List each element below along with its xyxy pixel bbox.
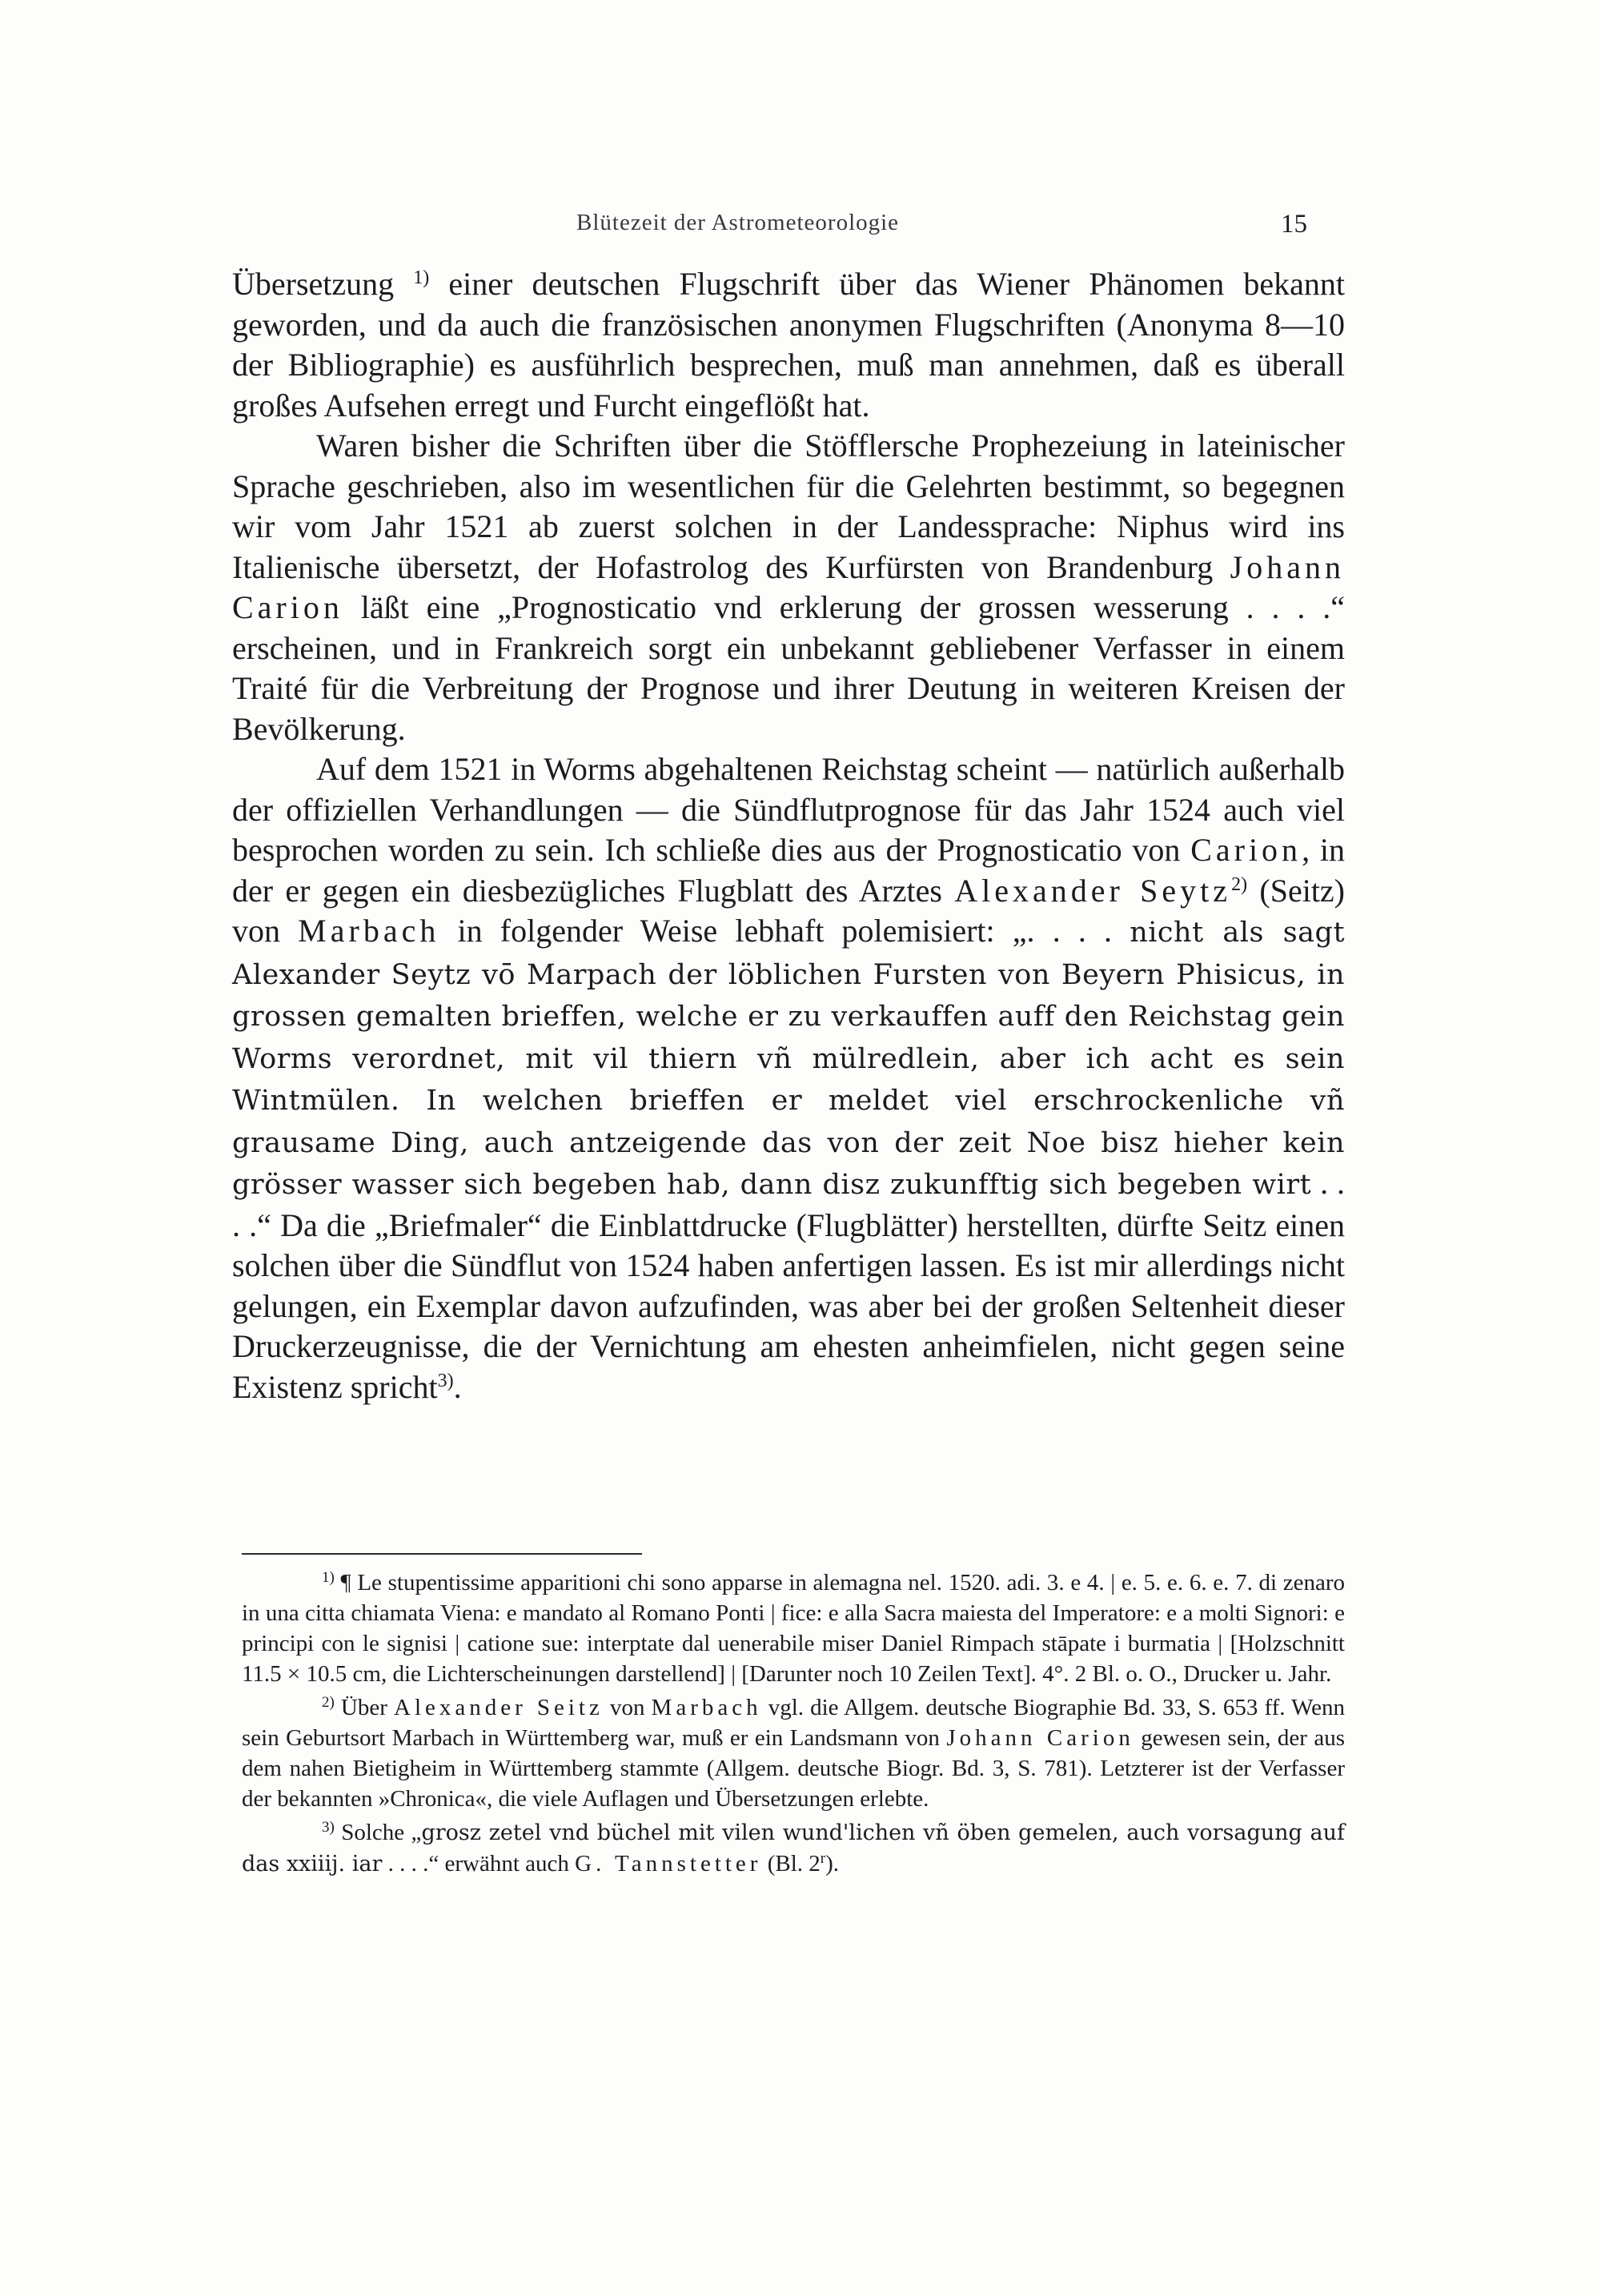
main-text <box>232 264 1345 1407</box>
page-number: 15 <box>1281 210 1307 239</box>
footnote-ref-3: 3) <box>437 1370 454 1391</box>
person-name: Johann Carion <box>232 548 1345 625</box>
running-title: Blütezeit der Astrometeorologie <box>576 210 900 235</box>
person-name: Alexander Seytz <box>954 872 1232 909</box>
paragraph-3: Auf dem 1521 in Worms abgehaltenen Reichstag scheint — natürlich außerhalb der offiziellen Verhandlungen — die Sündflutprognose für das Jahr 1524 auch viel besprochen worden zu sein. Ich schließe dies aus der Prognosticatio von Carion, in der er gegen ein diesbezügliches Flugblatt des Arztes Alexander Seytz$^{2)}$ (Seitz) von Marbach in folgender Weise lebhaft polemisiert: „. . . . nicht als sagt Alexander Seytz vō Marpach der löblichen Fursten von Beyern Phisicus, in grossen gemalten brieffen, welche er zu verkauffen auff den Reichstag gein Worms verordnet, mit vil thiern vñ mülredlein, aber ich acht es sein Wintmülen. In welchen brieffen er meldet viel erschrockenliche vñ grausame Ding, auch antzeigende das von der zeit Noe bisz hieher kein grösser wasser sich begeben hab, dann disz zukunfftig sich begeben wirt . . . .“ Da die „Briefmaler“ die Einblattdrucke (Flugblätter) herstellten, dürfte Seitz einen solchen über die Sündflut von 1524 haben anfertigen lassen. Es ist mir allerdings nicht gelungen, ein Exemplar davon aufzufinden, was aber bei der großen Seltenheit dieser Druckerzeugnisse, die der Vernichtung am ehesten anheimfielen, nicht gegen seine Existenz spricht$^{3)}$. <box>232 751 1346 1405</box>
footnotes <box>242 1567 1345 1883</box>
footnote-rule <box>242 1553 642 1555</box>
footnote-ref-1: 1) <box>413 267 430 288</box>
footnote-1: $^{1)}$ ¶ Le stupentissime apparitioni chi sono apparse in alemagna nel. 1520. adi. 3. e 4. | e. 5. e. 6. e. 7. di zenaro in una citta chiamata Viena: e mandato al Romano Ponti | fice: e alla Sacra maiesta del Imperatore: e a molti Signori: e principi con le signisi | catione sue: interptate dal uenerabile miser Daniel Rimpach stāpate i burmatia | [Holzschnitt 11.5 × 10.5 cm, die Lichterscheinungen darstellend] | [Darunter noch 10 Zeilen Text]. 4°. 2 Bl. o. O., Drucker u. Jahr. <box>242 1569 1346 1687</box>
person-name: Carion <box>1190 832 1302 868</box>
running-head <box>0 210 1601 242</box>
footnote-3: $^{3)}$ Solche „grosz zetel vnd büchel mit vilen wund'lichen vñ öben gemelen, auch vorsagung auf das xxiiij. iar . . . .“ erwähnt auch G. Tannstetter (Bl. 2$^r$). <box>242 1819 1345 1877</box>
paragraph-1: Übersetzung $^{1)}$ einer deutschen Flugschrift über das Wiener Phänomen bekannt geworden, und da auch die französischen anonymen Flugschriften (Anonyma 8—10 der Bibliographie) es ausführlich besprechen, muß man annehmen, daß es überall großes Aufsehen erregt und Furcht eingeflößt hat. <box>232 266 1345 423</box>
footnote-ref-2: 2) <box>1231 873 1248 895</box>
fraktur-quote: grosz zetel vnd büchel mit vilen wund'lichen vñ öben gemelen, auch vorsagung auf das xxiiij. iar <box>242 1820 1345 1877</box>
fraktur-quote: nicht als sagt Alexander Seytz vō Marpach der löblichen Fursten von Beyern Phisicus, in grossen gemalten brieffen, welche er zu verkauffen auff den Reichstag gein Worms verordnet, mit vil thiern vñ mülredlein, aber ich acht es sein Wintmülen. In welchen brieffen er meldet viel erschrockenliche vñ grausame Ding, auch antzeigende das von der zeit Noe bisz hieher kein grösser wasser sich begeben hab, dann disz zukunfftig sich begeben wirt <box>232 917 1346 1201</box>
place-name: Marbach <box>651 1695 762 1720</box>
person-name: Johann Carion <box>946 1725 1134 1751</box>
person-name: G. Tannstetter <box>575 1851 762 1877</box>
place-name: Marbach <box>298 913 440 949</box>
paragraph-2: Waren bisher die Schriften über die Stöfflersche Prophezeiung in lateinischer Sprache geschrieben, also im wesentlichen für die Gelehrten bestimmt, so begegnen wir vom Jahr 1521 ab zuerst solchen in der Landessprache: Niphus wird ins Italienische übersetzt, der Hofastrolog des Kurfürsten von Brandenburg Johann Carion läßt eine „Prognosticatio vnd erklerung der grossen wesserung . . . .“ erscheinen, und in Frankreich sorgt ein unbekannt gebliebener Verfasser in einem Traité für die Verbreitung der Prognose und ihrer Deutung in weiteren Kreisen der Bevölkerung. <box>232 427 1345 747</box>
person-name: Alexander Seitz <box>394 1695 604 1720</box>
footnote-2: $^{2)}$ Über Alexander Seitz von Marbach vgl. die Allgem. deutsche Biographie Bd. 33, S. 653 ff. Wenn sein Geburtsort Marbach in Württemberg war, muß er ein Landsmann von Johann Carion gewesen sein, der aus dem nahen Bietigheim in Württemberg stammte (Allgem. deutsche Biogr. Bd. 3, S. 781). Letzterer ist der Verfasser der bekannten »Chronica«, die viele Auflagen und Übersetzungen erlebte. <box>242 1694 1345 1812</box>
